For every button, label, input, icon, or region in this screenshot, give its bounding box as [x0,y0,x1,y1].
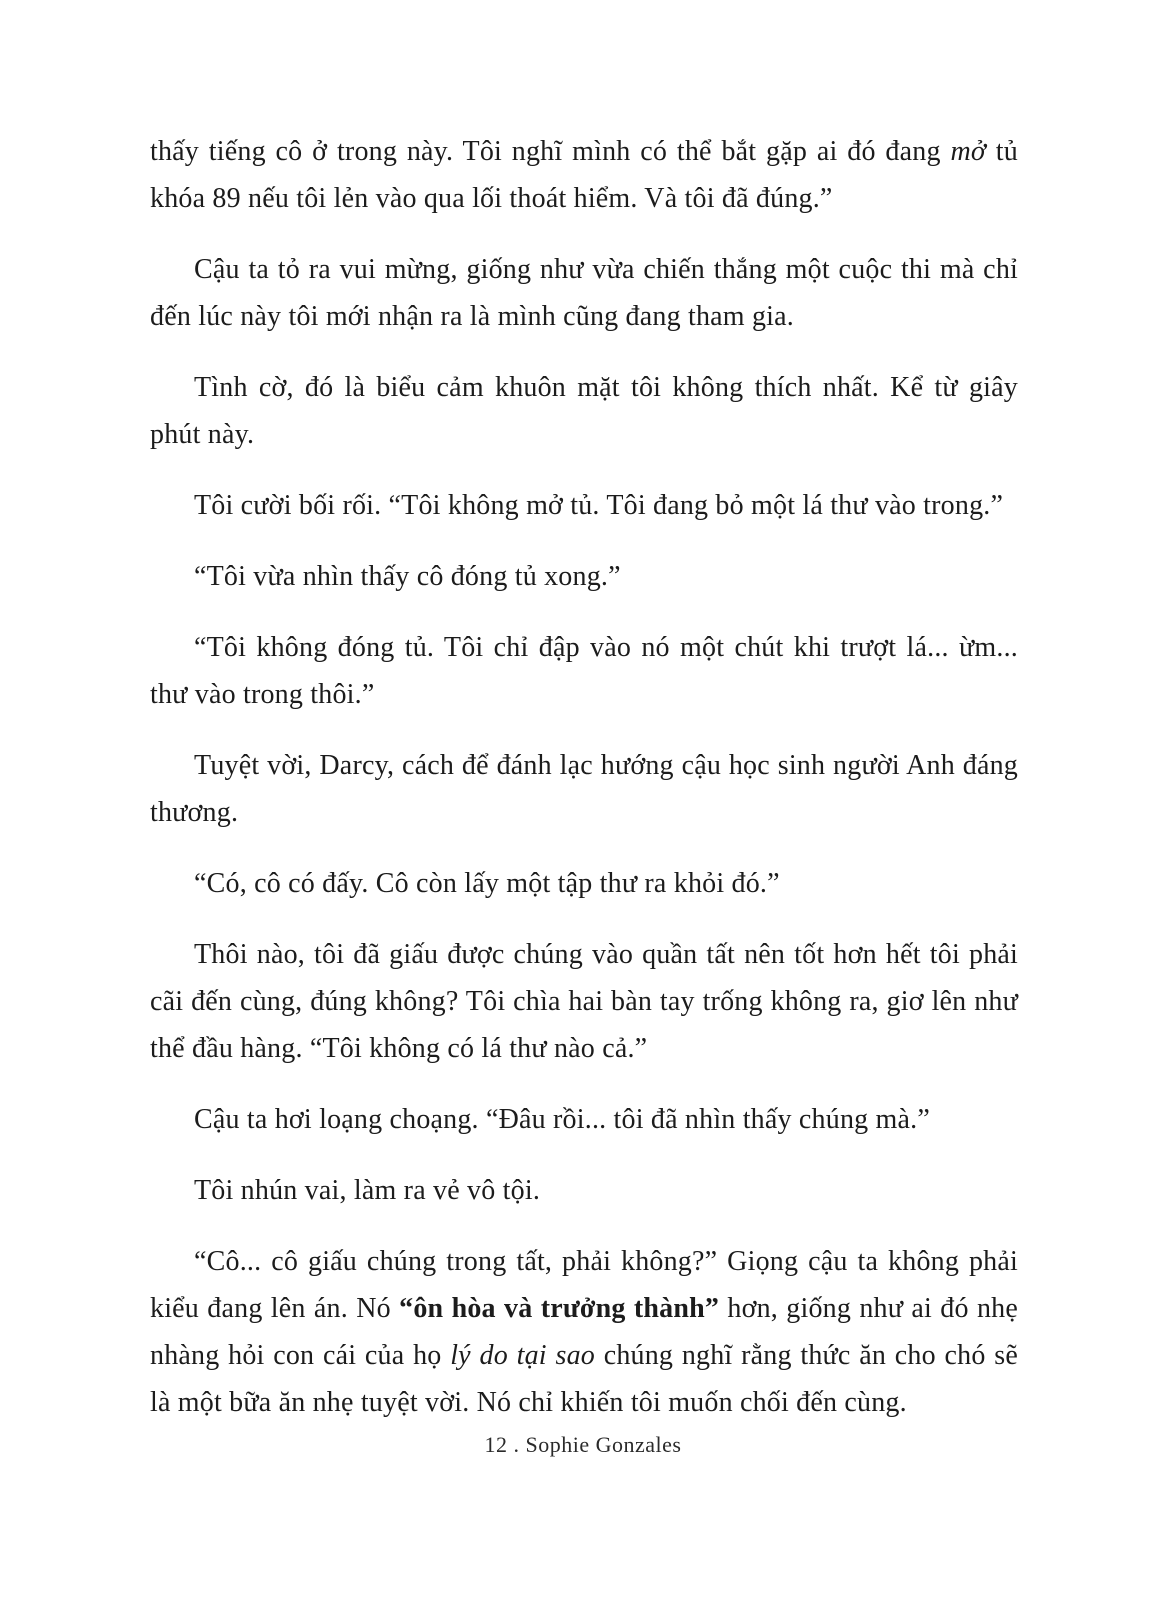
text-segment: Thôi nào, tôi đã giấu được chúng vào quần tất nên tốt hơn hết tôi phải cãi đến cùng, đúng không? Tôi chìa hai bàn tay trống không ra, giơ lên như thể đầu hàng. “Tôi không có lá thư nào cả.” [150,939,1018,1064]
paragraph [150,624,1018,718]
text-segment: “Có, cô có đấy. Cô còn lấy một tập thư ra khỏi đó.” [194,868,780,899]
text-segment: Cậu ta tỏ ra vui mừng, giống như vừa chiến thắng một cuộc thi mà chỉ đến lúc này tôi mới nhận ra là mình cũng đang tham gia. [150,254,1018,332]
text-segment: hơn, giống như ai đó nhẹ nhàng hỏi con cái của họ [150,1293,1018,1371]
paragraph [150,482,1018,529]
paragraph [150,742,1018,836]
paragraph [150,1238,1018,1426]
footer-page-number-and-author: 12 . Sophie Gonzales [484,1432,682,1457]
paragraph [150,364,1018,458]
paragraph [150,931,1018,1072]
page-paragraphs [150,128,1018,1426]
paragraph [150,1167,1018,1214]
text-segment: Tôi nhún vai, làm ra vẻ vô tội. [194,1175,541,1206]
text-segment: lý do tại sao [450,1340,595,1371]
text-segment: “Tôi không đóng tủ. Tôi chỉ đập vào nó một chút khi trượt lá... ừm... thư vào trong thôi.” [150,632,1018,710]
text-segment: “ôn hòa và trưởng thành” [399,1293,720,1324]
text-segment: Cậu ta hơi loạng choạng. “Đâu rồi... tôi đã nhìn thấy chúng mà.” [194,1104,930,1135]
text-segment: Tôi cười bối rối. “Tôi không mở tủ. Tôi đang bỏ một lá thư vào trong.” [194,490,1004,521]
text-segment: tủ khóa 89 nếu tôi lẻn vào qua lối thoát hiểm. Và tôi đã đúng.” [150,136,1018,214]
text-segment: thấy tiếng cô ở trong này. Tôi nghĩ mình có thể bắt gặp ai đó đang [150,136,951,167]
paragraph [150,128,1018,222]
text-segment: chúng nghĩ rằng thức ăn cho chó sẽ là một bữa ăn nhẹ tuyệt vời. Nó chỉ khiến tôi muốn chối đến cùng. [150,1340,1019,1418]
paragraph [150,553,1018,600]
text-segment: Tình cờ, đó là biểu cảm khuôn mặt tôi không thích nhất. Kể từ giây phút này. [150,372,1018,450]
paragraph [150,1096,1018,1143]
page-footer [0,1432,1166,1458]
text-segment: “Cô... cô giấu chúng trong tất, phải không?” Giọng cậu ta không phải kiểu đang lên án. Nó [150,1246,1018,1324]
text-segment: Tuyệt vời, Darcy, cách để đánh lạc hướng cậu học sinh người Anh đáng thương. [150,750,1018,828]
paragraph [150,246,1018,340]
text-segment: “Tôi vừa nhìn thấy cô đóng tủ xong.” [194,561,621,592]
text-segment: mở [950,136,987,167]
paragraph [150,860,1018,907]
